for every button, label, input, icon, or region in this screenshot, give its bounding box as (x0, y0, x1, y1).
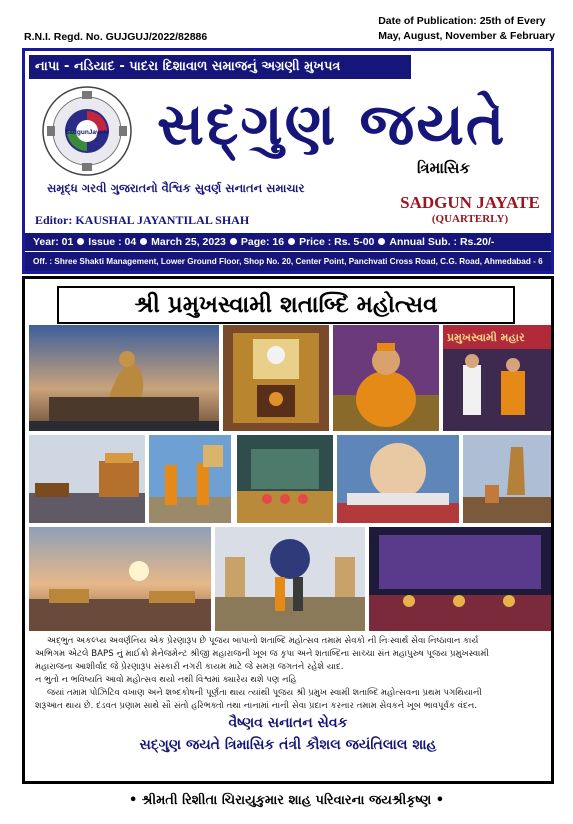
publication-date-line2: May, August, November & February (378, 30, 555, 42)
top-header (0, 0, 573, 46)
office-address: Off. : Shree Shakti Management, Lower Ground Floor, Shop No. 20, Center Point, Panchvati Cross Road, C.G. Road, Ahmedabad - 6 (25, 252, 551, 271)
issue-info-bar (25, 233, 551, 251)
photo-hand-sculpture (463, 435, 551, 523)
info-price: Price : Rs. 5-00 (299, 236, 375, 248)
info-date: March 25, 2023 (151, 236, 226, 248)
photo-gate-evening (29, 435, 145, 523)
signature-line-2: સદ્ગુણ જયતે ત્રિમાસિક તંત્રી કૌશલ જયંતિલાલ શાહ (139, 737, 437, 753)
body-line: જયાં તમામ પોઝિટિવ વખાણ અને શબ્દકોષની પૂર્ણતા થાય ત્યાંથી પૂજય શ્રી પ્રમુખ સ્વામી શતાબ્દિ મહોત્સવના પ્રથમ પગથિયાની (47, 688, 482, 698)
publication-date-line1: Date of Publication: 25th of Every (378, 15, 546, 27)
masthead (22, 48, 554, 274)
logo-emblem (41, 85, 133, 177)
info-year: Year: 01 (33, 236, 74, 248)
body-line: શરૂઆત થાય છે. દંડવત પ્રણામ સાથે સૌ સંતો હરિભક્તો તથા નાનામાં નાની સેવા પ્રદાન કરનાર તમામ સેવકને ખૂબ ભાવપૂર્વક વંદન. (35, 701, 477, 711)
body-line: ન ભુતો ન ભવિષ્યતિ આવો મહોત્સવ થયો નથી વિશ્વમાં ક્યારેય થશે પણ નહિ (35, 675, 297, 685)
signature-line-1: વૈષ્ણવ સનાતન સેવક (228, 715, 348, 731)
article-body (35, 635, 545, 713)
banner-text: પ્રમુખસ્વામી મહાર (447, 331, 525, 344)
newspaper-title: સદ્ગુણ જયતે (157, 90, 507, 158)
english-title: SADGUN JAYATE (400, 193, 540, 212)
photo-leaders-fountain (215, 527, 365, 631)
bullet-dot (140, 238, 147, 245)
photo-sunset-aerial (29, 527, 211, 631)
photo-temple-murtis (223, 325, 329, 431)
english-subtitle: (QUARTERLY) (431, 213, 509, 225)
article-headline: શ્રી પ્રમુખસ્વામી શતાબ્દિ મહોત્સવ (134, 292, 438, 318)
photo-stage-dance (237, 435, 333, 523)
masthead-tagline: નાપા - નડિયાદ - પાદરા દિશાવાળ સમાજનું અગ્રણી મુખપત્ર (29, 55, 411, 79)
bullet-dot (378, 238, 385, 245)
body-line: અભિગમ એટલે BAPS નું માઈક્રો મેનેજમેન્ટ શ્રીજી મહારાજની ખૂબ જ કૃપા અને શતાબ્દિના સાચ્ચા સંત મહાપુરુષ પૂજય પ્રમુખસ્વામી (35, 649, 489, 659)
rni-number: R.N.I. Regd. No. GUJGUJ/2022/82886 (24, 31, 208, 43)
photo-night-performance (369, 527, 551, 631)
body-line: અદ્ભુત અકલ્પ્ય અવર્ણનિય એક પ્રેરણારૂપ છે પૂજય બાપાનો શતાબ્દિ મહોત્સવ તમામ સેવકો ની નિઃસ્વાર્થ સેવા નિષ્ઠાવાન કાર્ય (47, 636, 479, 646)
info-annual-sub: Annual Sub. : Rs.20/- (389, 236, 495, 248)
photo-swami-portrait-stage (337, 435, 459, 523)
info-page: Page: 16 (240, 236, 285, 248)
bullet-dot (288, 238, 295, 245)
photo-statue (29, 325, 219, 431)
article-box (22, 276, 554, 784)
headline-frame (57, 286, 515, 324)
info-issue: Issue : 04 (88, 236, 137, 248)
newspaper-slogan: સમૃદ્ધ ગરવી ગુજરાતનો વૈશ્વિક સુવર્ણ સનાતન સમાચાર (47, 181, 305, 195)
newspaper-frequency: ત્રિમાસિક (417, 159, 471, 177)
bullet-dot (230, 238, 237, 245)
photo-swami-seated (333, 325, 439, 431)
editor-name: Editor: KAUSHAL JAYANTILAL SHAH (35, 213, 250, 227)
photo-saints-walking (149, 435, 231, 523)
bullet-dot (77, 238, 84, 245)
footer-greeting: • શ્રીમતી રિશીતા ચિરાયુકુમાર શાહ પરિવારના જયશ્રીકૃષ્ણ • (128, 793, 445, 808)
photo-leaders-greeting (443, 325, 551, 431)
body-line: મહારાજના આશીર્વાદ જે પ્રેરણારૂપ સંસ્કારી નગરી કાયમ માટે જે સમગ્ર જગતને રહેશે યાદ. (35, 662, 344, 672)
logo-text: SadgunJayate (64, 129, 110, 136)
publication-date (378, 14, 555, 44)
